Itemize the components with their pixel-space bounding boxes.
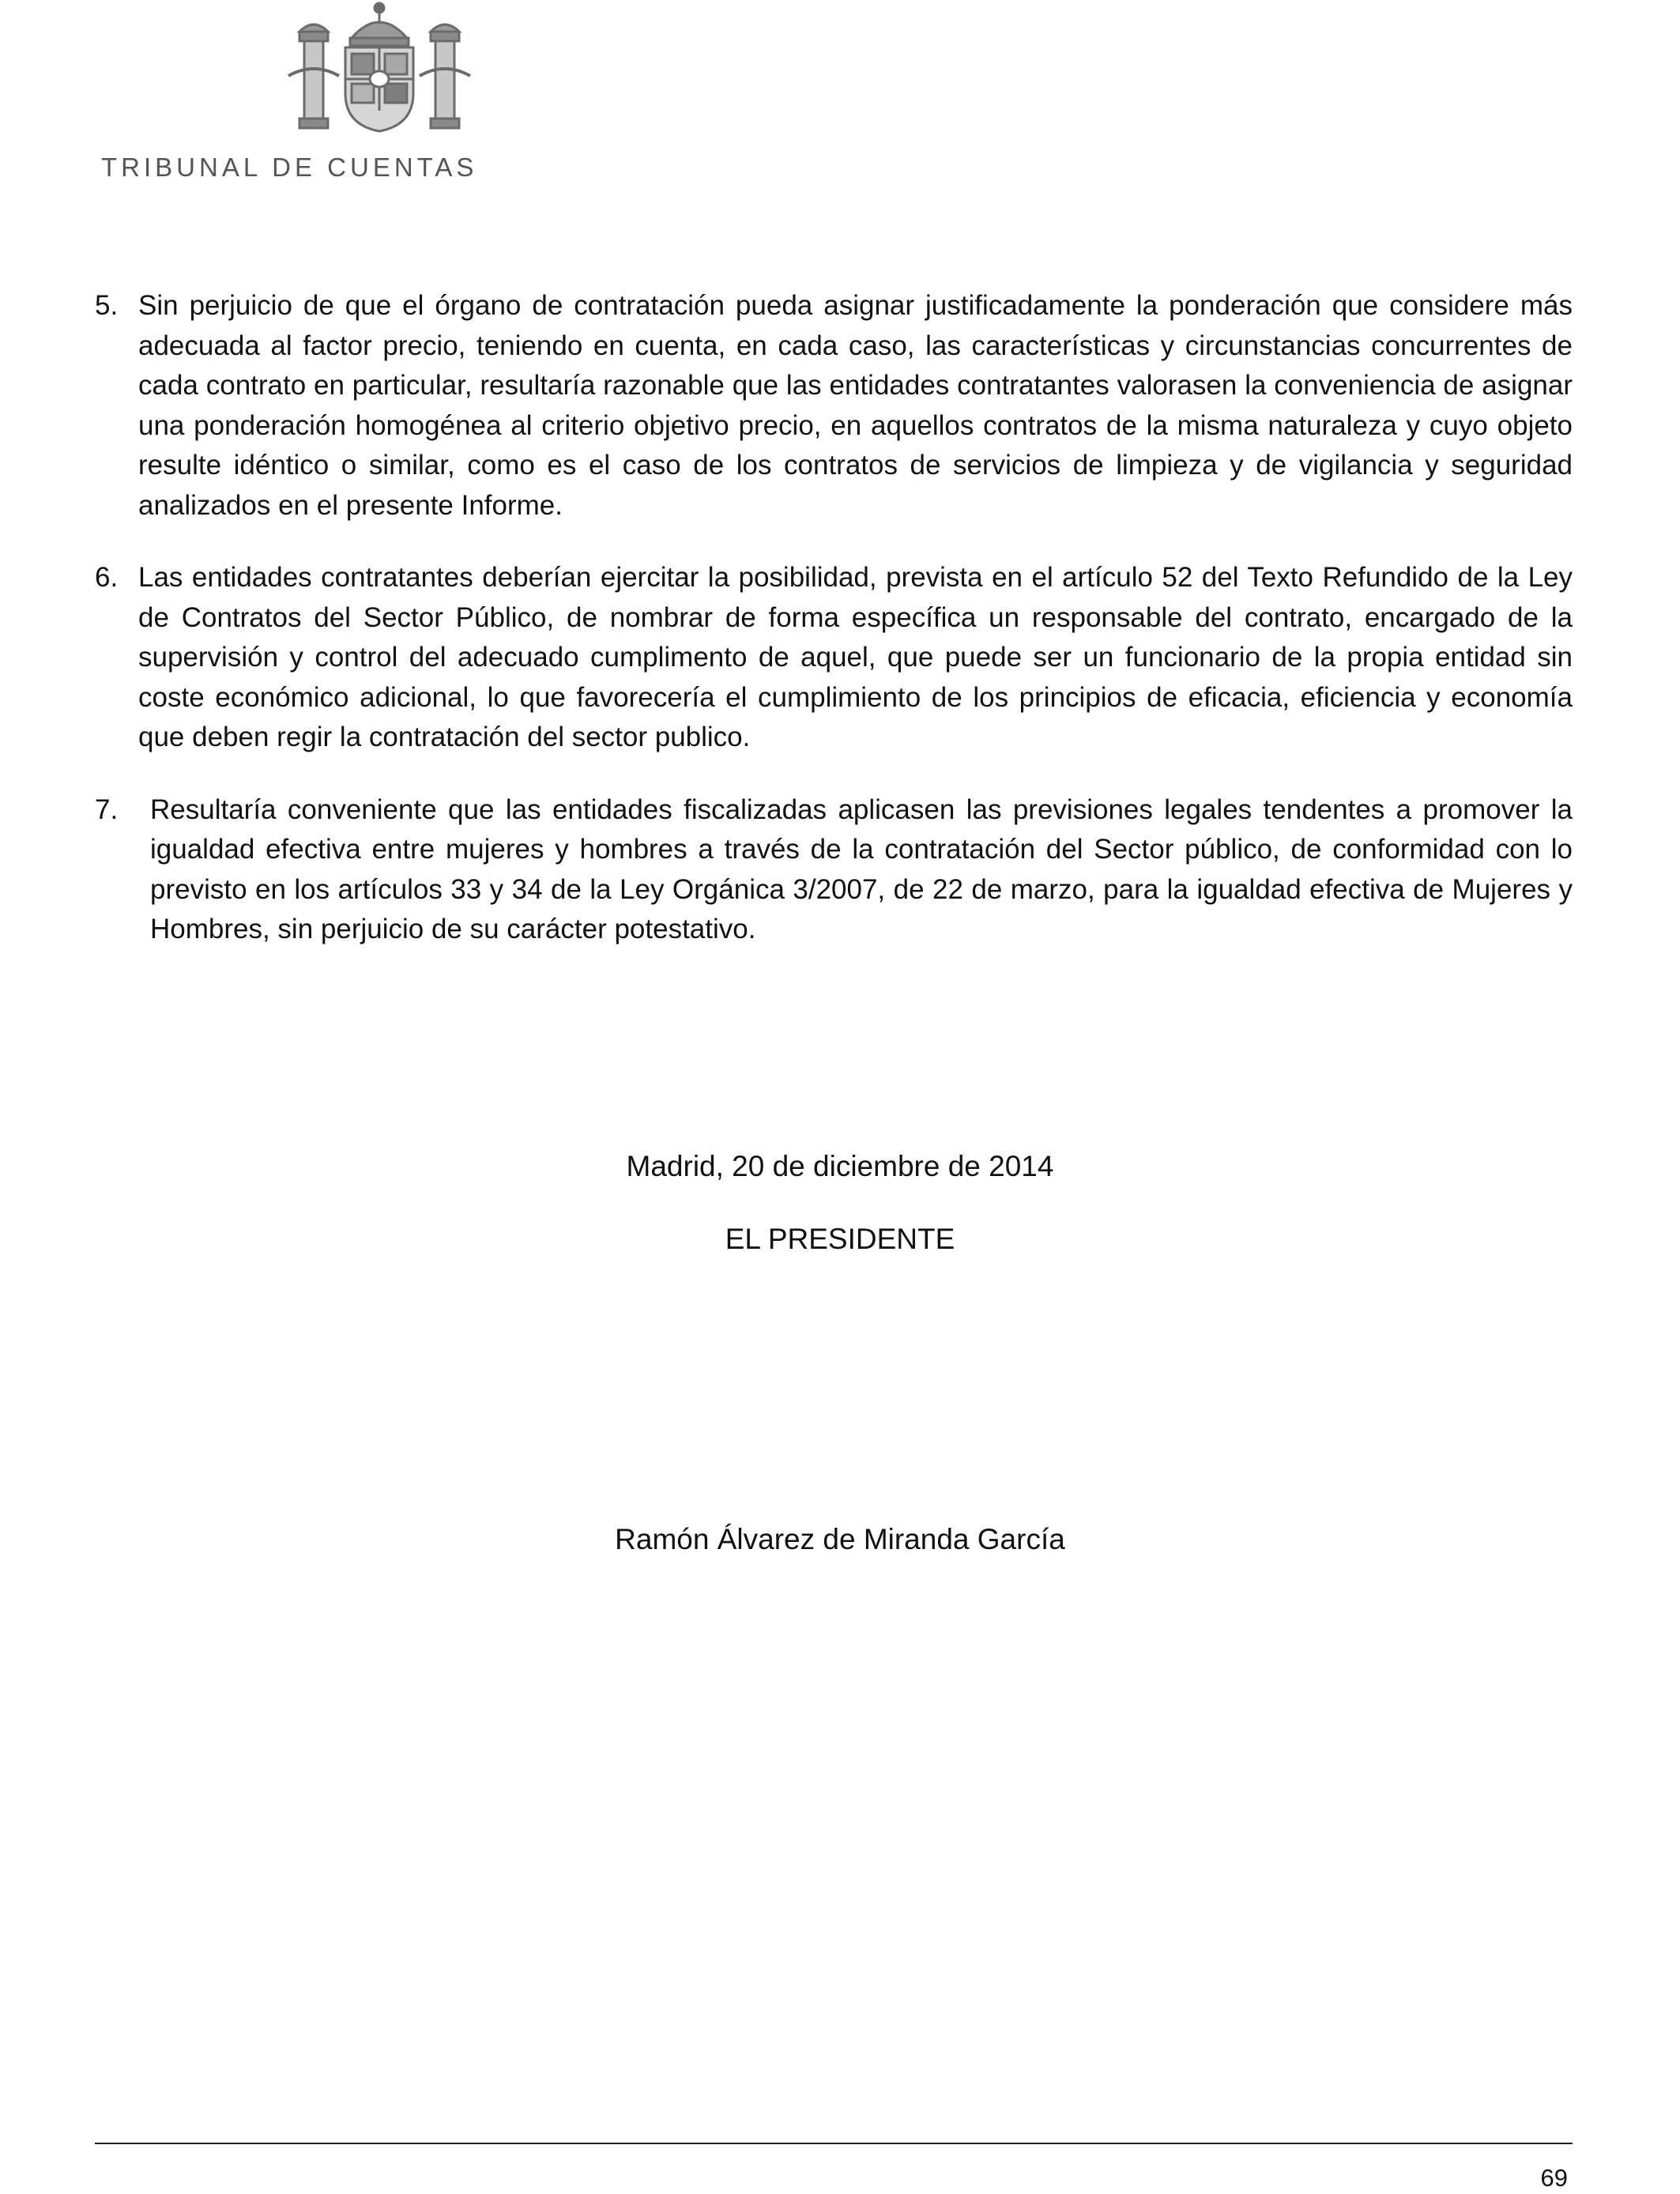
item-number: 7. [95, 794, 119, 825]
page-number: 69 [1540, 2164, 1568, 2192]
list-item [95, 790, 1573, 950]
list-item [95, 558, 1573, 758]
place-date-text: Madrid, 20 de diciembre de 2014 [626, 1150, 1054, 1182]
item-text: Resultaría conveniente que las entidades fiscalizadas aplicasen las previsiones legales tendentes a promover la igualdad efectiva entre mujeres y hombres a través de la contratación del Sector público, de conformidad con lo previsto en los artículos 33 y 34 de la Ley Orgánica 3/2007, de 22 de marzo, para la igualdad efectiva de Mujeres y Hombres, sin perjuicio de su carácter potestativo. [150, 794, 1573, 944]
item-number: 5. [95, 290, 119, 321]
place-date [0, 1150, 1680, 1183]
item-text: Sin perjuicio de que el órgano de contratación pueda asignar justificadamente la ponderación que considere más adecuada al factor precio, teniendo en cuenta, en cada caso, las características y circunstancias concurrentes de cada contrato en particular, resultaría razonable que las entidades contratantes valorasen la conveniencia de asignar una ponderación homogénea al criterio objetivo precio, en aquellos contratos de la misma naturaleza y cuyo objeto resulte idéntico o similar, como es el caso de los contratos de servicios de limpieza y de vigilancia y seguridad analizados en el presente Informe. [138, 290, 1573, 521]
coat-of-arms-icon [257, 0, 502, 134]
org-name: TRIBUNAL DE CUENTAS [101, 153, 478, 182]
signer-name-text: Ramón Álvarez de Miranda García [615, 1523, 1065, 1555]
signer-name [0, 1523, 1680, 1556]
list-item [95, 286, 1573, 526]
footer-divider [95, 2143, 1573, 2144]
item-text: Las entidades contratantes deberían ejercitar la posibilidad, prevista en el artículo 52 del Texto Refundido de la Ley de Contratos del Sector Público, de nombrar de forma específica un responsable del contrato, encargado de la supervisión y control del adecuado cumplimento de aquel, que puede ser un funcionario de la propia entidad sin coste económico adicional, lo que favorecería el cumplimiento de los principios de eficacia, eficiencia y economía que deben regir la contratación del sector publico. [138, 562, 1573, 752]
item-number: 6. [95, 562, 119, 593]
signer-role [0, 1223, 1680, 1256]
page-header [95, 0, 569, 190]
signer-role-text: EL PRESIDENTE [725, 1223, 955, 1255]
recommendations-list [95, 286, 1573, 950]
